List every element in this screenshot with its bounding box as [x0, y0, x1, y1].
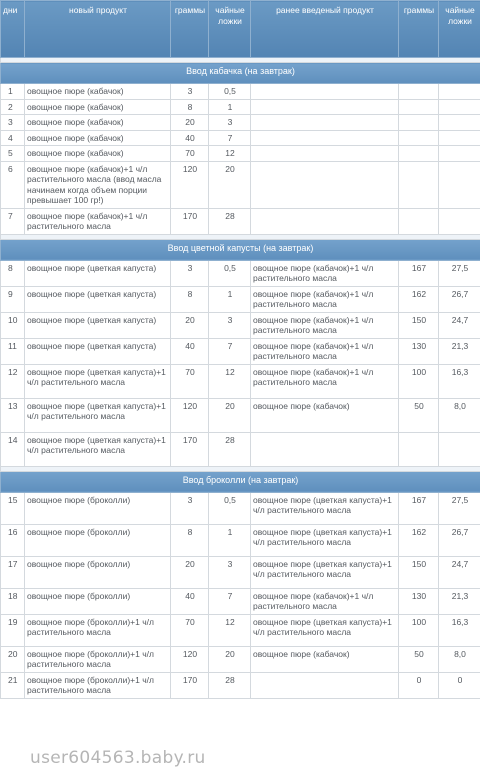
spoons-cell: 0,5 — [209, 84, 251, 100]
day-cell: 15 — [1, 492, 25, 524]
header-prev-spoons: чайные ложки — [439, 1, 480, 58]
spoons-cell: 12 — [209, 364, 251, 398]
grams-cell: 40 — [171, 588, 209, 614]
prev-grams-cell: 0 — [399, 672, 439, 698]
section-title: Ввод броколли (на завтрак) — [1, 471, 480, 492]
prev-product-cell — [251, 161, 399, 208]
header-spoons: чайные ложки — [209, 1, 251, 58]
prev-spoons-cell: 16,3 — [439, 364, 480, 398]
prev-spoons-cell: 24,7 — [439, 312, 480, 338]
prev-spoons-cell: 27,5 — [439, 260, 480, 286]
table-row — [1, 588, 480, 614]
prev-spoons-cell: 24,7 — [439, 556, 480, 588]
day-cell: 17 — [1, 556, 25, 588]
prev-product-cell — [251, 130, 399, 146]
day-cell: 14 — [1, 432, 25, 466]
table-row — [1, 646, 480, 672]
prev-product-cell: овощное пюре (кабачок)+1 ч/л растительного масла — [251, 260, 399, 286]
product-cell: овощное пюре (цветкая капуста) — [25, 312, 171, 338]
day-cell: 18 — [1, 588, 25, 614]
grams-cell: 70 — [171, 146, 209, 162]
prev-grams-cell — [399, 115, 439, 131]
day-cell: 7 — [1, 208, 25, 234]
table-row — [1, 146, 480, 162]
table-body — [1, 58, 480, 699]
prev-product-cell: овощное пюре (кабачок) — [251, 398, 399, 432]
prev-grams-cell: 150 — [399, 556, 439, 588]
prev-grams-cell: 150 — [399, 312, 439, 338]
section-title: Ввод кабачка (на завтрак) — [1, 63, 480, 84]
spoons-cell: 7 — [209, 130, 251, 146]
day-cell: 20 — [1, 646, 25, 672]
spoons-cell: 20 — [209, 398, 251, 432]
grams-cell: 8 — [171, 99, 209, 115]
prev-spoons-cell: 27,5 — [439, 492, 480, 524]
prev-grams-cell — [399, 146, 439, 162]
day-cell: 10 — [1, 312, 25, 338]
prev-spoons-cell: 26,7 — [439, 524, 480, 556]
grams-cell: 120 — [171, 161, 209, 208]
table-row — [1, 130, 480, 146]
product-cell: овощное пюре (броколли)+1 ч/л растительного масла — [25, 614, 171, 646]
spoons-cell: 28 — [209, 672, 251, 698]
product-cell: овощное пюре (кабачок)+1 ч/л растительного масла (ввод масла начинаем когда объем порции превышает 100 гр!) — [25, 161, 171, 208]
prev-spoons-cell: 16,3 — [439, 614, 480, 646]
day-cell: 16 — [1, 524, 25, 556]
prev-product-cell: овощное пюре (кабачок)+1 ч/л растительного масла — [251, 338, 399, 364]
prev-product-cell — [251, 432, 399, 466]
prev-spoons-cell — [439, 432, 480, 466]
prev-product-cell: овощное пюре (цветкая капуста)+1 ч/л растительного масла — [251, 556, 399, 588]
prev-product-cell: овощное пюре (цветкая капуста)+1 ч/л растительного масла — [251, 492, 399, 524]
header-day: дни — [1, 1, 25, 58]
prev-product-cell — [251, 146, 399, 162]
table-row — [1, 161, 480, 208]
grams-cell: 20 — [171, 312, 209, 338]
prev-grams-cell: 162 — [399, 524, 439, 556]
product-cell: овощное пюре (цветкая капуста)+1 ч/л растительного масла — [25, 364, 171, 398]
prev-spoons-cell: 8,0 — [439, 398, 480, 432]
product-cell: овощное пюре (цветкая капуста) — [25, 338, 171, 364]
prev-product-cell — [251, 84, 399, 100]
grams-cell: 170 — [171, 672, 209, 698]
table-row — [1, 208, 480, 234]
prev-spoons-cell — [439, 115, 480, 131]
spoons-cell: 3 — [209, 115, 251, 131]
section-header — [1, 63, 480, 84]
header-grams: граммы — [171, 1, 209, 58]
spoons-cell: 20 — [209, 646, 251, 672]
spoons-cell: 3 — [209, 556, 251, 588]
day-cell: 9 — [1, 286, 25, 312]
day-cell: 8 — [1, 260, 25, 286]
spoons-cell: 0,5 — [209, 492, 251, 524]
prev-grams-cell: 130 — [399, 588, 439, 614]
prev-spoons-cell — [439, 208, 480, 234]
prev-grams-cell — [399, 432, 439, 466]
table-row — [1, 99, 480, 115]
header-prev-grams: граммы — [399, 1, 439, 58]
prev-product-cell: овощное пюре (цветкая капуста)+1 ч/л растительного масла — [251, 524, 399, 556]
product-cell: овощное пюре (броколли) — [25, 588, 171, 614]
product-cell: овощное пюре (броколли)+1 ч/л растительного масла — [25, 672, 171, 698]
header-prev-product: ранее введеный продукт — [251, 1, 399, 58]
table-row — [1, 432, 480, 466]
spoons-cell: 1 — [209, 286, 251, 312]
grams-cell: 40 — [171, 338, 209, 364]
table-row — [1, 398, 480, 432]
grams-cell: 20 — [171, 556, 209, 588]
product-cell: овощное пюре (броколли) — [25, 524, 171, 556]
section-title: Ввод цветной капусты (на завтрак) — [1, 239, 480, 260]
prev-grams-cell — [399, 208, 439, 234]
spoons-cell: 1 — [209, 99, 251, 115]
table-row — [1, 312, 480, 338]
prev-spoons-cell: 21,3 — [439, 338, 480, 364]
day-cell: 3 — [1, 115, 25, 131]
product-cell: овощное пюре (кабачок) — [25, 84, 171, 100]
table-row — [1, 672, 480, 698]
prev-grams-cell: 100 — [399, 364, 439, 398]
day-cell: 6 — [1, 161, 25, 208]
section-header — [1, 239, 480, 260]
prev-grams-cell: 50 — [399, 398, 439, 432]
prev-product-cell — [251, 208, 399, 234]
prev-grams-cell: 130 — [399, 338, 439, 364]
prev-spoons-cell: 21,3 — [439, 588, 480, 614]
header-row — [1, 1, 480, 58]
product-cell: овощное пюре (кабачок) — [25, 130, 171, 146]
table-row — [1, 614, 480, 646]
product-cell: овощное пюре (кабачок) — [25, 115, 171, 131]
spoons-cell: 3 — [209, 312, 251, 338]
product-cell: овощное пюре (броколли) — [25, 492, 171, 524]
grams-cell: 3 — [171, 260, 209, 286]
prev-grams-cell — [399, 161, 439, 208]
day-cell: 11 — [1, 338, 25, 364]
prev-grams-cell: 167 — [399, 260, 439, 286]
prev-grams-cell: 167 — [399, 492, 439, 524]
grams-cell: 3 — [171, 492, 209, 524]
product-cell: овощное пюре (броколли) — [25, 556, 171, 588]
prev-product-cell: овощное пюре (кабачок) — [251, 646, 399, 672]
table-row — [1, 84, 480, 100]
grams-cell: 8 — [171, 524, 209, 556]
header-new-product: новый продукт — [25, 1, 171, 58]
grams-cell: 170 — [171, 432, 209, 466]
prev-product-cell: овощное пюре (кабачок)+1 ч/л растительного масла — [251, 588, 399, 614]
grams-cell: 170 — [171, 208, 209, 234]
grams-cell: 40 — [171, 130, 209, 146]
table-row — [1, 364, 480, 398]
grams-cell: 8 — [171, 286, 209, 312]
day-cell: 1 — [1, 84, 25, 100]
day-cell: 5 — [1, 146, 25, 162]
prev-spoons-cell — [439, 99, 480, 115]
table-row — [1, 556, 480, 588]
product-cell: овощное пюре (броколли)+1 ч/л растительного масла — [25, 646, 171, 672]
grams-cell: 20 — [171, 115, 209, 131]
prev-grams-cell — [399, 84, 439, 100]
prev-spoons-cell — [439, 161, 480, 208]
prev-grams-cell: 100 — [399, 614, 439, 646]
product-cell: овощное пюре (кабачок) — [25, 99, 171, 115]
spoons-cell: 12 — [209, 614, 251, 646]
watermark: user604563.baby.ru — [30, 748, 206, 768]
prev-product-cell: овощное пюре (цветкая капуста)+1 ч/л растительного масла — [251, 614, 399, 646]
prev-product-cell — [251, 99, 399, 115]
spoons-cell: 28 — [209, 208, 251, 234]
grams-cell: 120 — [171, 646, 209, 672]
table-row — [1, 338, 480, 364]
prev-grams-cell — [399, 99, 439, 115]
table-row — [1, 260, 480, 286]
day-cell: 12 — [1, 364, 25, 398]
spoons-cell: 7 — [209, 588, 251, 614]
prev-grams-cell: 162 — [399, 286, 439, 312]
section-header — [1, 471, 480, 492]
day-cell: 21 — [1, 672, 25, 698]
product-cell: овощное пюре (цветкая капуста)+1 ч/л растительного масла — [25, 398, 171, 432]
product-cell: овощное пюре (кабачок) — [25, 146, 171, 162]
product-cell: овощное пюре (кабачок)+1 ч/л растительного масла — [25, 208, 171, 234]
prev-product-cell — [251, 672, 399, 698]
spoons-cell: 7 — [209, 338, 251, 364]
prev-grams-cell: 50 — [399, 646, 439, 672]
prev-spoons-cell: 26,7 — [439, 286, 480, 312]
prev-product-cell: овощное пюре (кабачок)+1 ч/л растительного масла — [251, 364, 399, 398]
product-cell: овощное пюре (цветкая капуста)+1 ч/л растительного масла — [25, 432, 171, 466]
grams-cell: 3 — [171, 84, 209, 100]
prev-grams-cell — [399, 130, 439, 146]
prev-spoons-cell: 8,0 — [439, 646, 480, 672]
prev-spoons-cell — [439, 146, 480, 162]
day-cell: 19 — [1, 614, 25, 646]
spoons-cell: 0,5 — [209, 260, 251, 286]
spoons-cell: 28 — [209, 432, 251, 466]
product-cell: овощное пюре (цветкая капуста) — [25, 260, 171, 286]
prev-spoons-cell: 0 — [439, 672, 480, 698]
table-row — [1, 524, 480, 556]
table-row — [1, 286, 480, 312]
day-cell: 4 — [1, 130, 25, 146]
grams-cell: 120 — [171, 398, 209, 432]
day-cell: 2 — [1, 99, 25, 115]
day-cell: 13 — [1, 398, 25, 432]
spoons-cell: 12 — [209, 146, 251, 162]
grams-cell: 70 — [171, 364, 209, 398]
prev-product-cell: овощное пюре (кабачок)+1 ч/л растительного масла — [251, 312, 399, 338]
prev-spoons-cell — [439, 130, 480, 146]
prev-product-cell: овощное пюре (кабачок)+1 ч/л растительного масла — [251, 286, 399, 312]
spoons-cell: 20 — [209, 161, 251, 208]
table-row — [1, 115, 480, 131]
table-row — [1, 492, 480, 524]
product-cell: овощное пюре (цветкая капуста) — [25, 286, 171, 312]
grams-cell: 70 — [171, 614, 209, 646]
prev-product-cell — [251, 115, 399, 131]
prev-spoons-cell — [439, 84, 480, 100]
spoons-cell: 1 — [209, 524, 251, 556]
